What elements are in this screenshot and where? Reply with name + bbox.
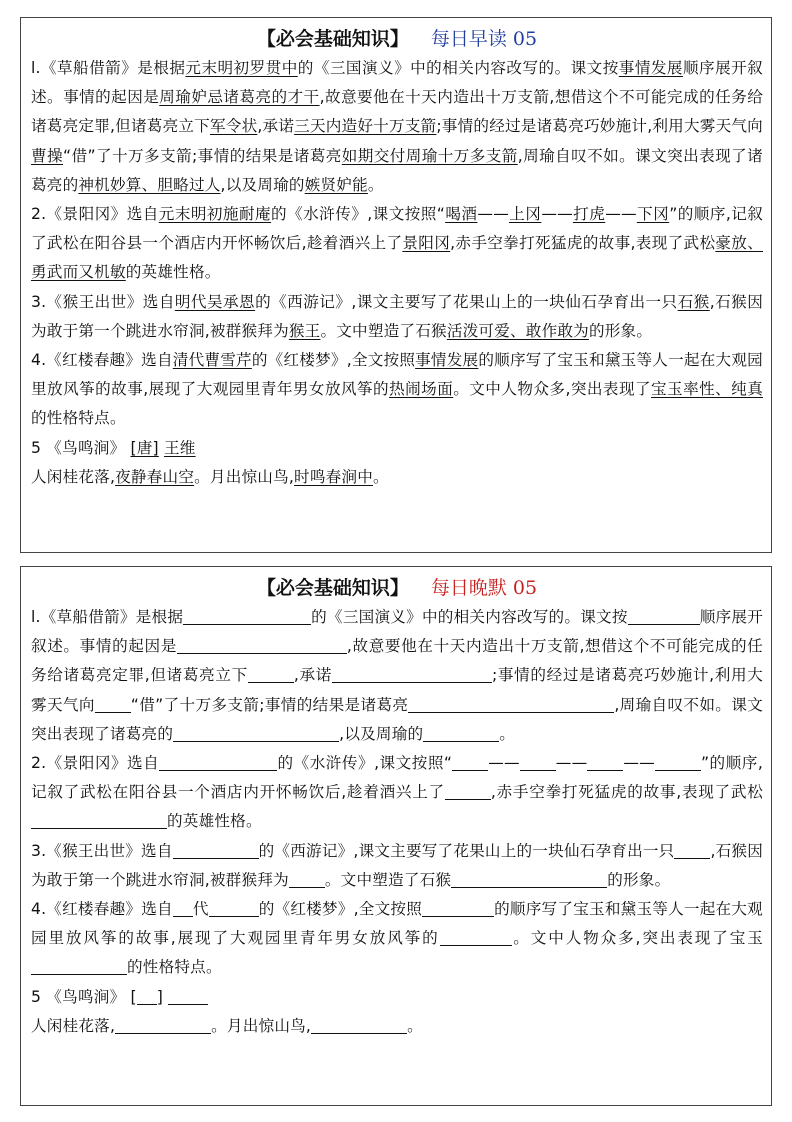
text: 的英雄性格。 — [125, 263, 221, 282]
text: 。月出惊山鸟, — [211, 1016, 312, 1035]
evening-title-sub: 每日晚默 05 — [430, 577, 538, 599]
evening-paragraph-1 — [31, 603, 763, 749]
text: ,以及周瑜的 — [220, 175, 305, 194]
fill-blank[interactable] — [571, 869, 607, 888]
morning-paragraph-3 — [31, 288, 763, 346]
poem-title: 《鸟鸣涧》 — [46, 987, 126, 1006]
text: ,石猴因为敢于第一个跳进水帘洞,被群猴拜为 — [31, 292, 763, 340]
text: 。 — [407, 1016, 423, 1035]
answer: 石猴 — [677, 292, 710, 311]
text: —— — [623, 754, 655, 773]
answer: 事情发展 — [618, 59, 683, 77]
fill-blank-dynasty[interactable] — [137, 986, 157, 1005]
text: 的性格特点。 — [31, 409, 126, 428]
answer: 军令状 — [209, 117, 258, 136]
text: 的《水浒传》,课文按照“ — [271, 205, 446, 224]
morning-reading-section — [20, 17, 772, 553]
text: 2.《景阳冈》选自 — [31, 205, 159, 224]
answer: 活泼可爱、敢作敢为 — [446, 321, 589, 340]
text: 的《红楼梦》,全文按照 — [258, 900, 423, 919]
text: —— — [555, 754, 588, 773]
fill-blank[interactable] — [628, 606, 684, 625]
text: 。月出惊山鸟, — [194, 467, 295, 486]
answer: 明代吴承恩 — [174, 292, 256, 311]
text: 3.《猴王出世》选自 — [31, 292, 175, 311]
answer: 景阳冈 — [402, 234, 451, 253]
text: ,故意要他在十天内造出十万支箭,想借这个不可能完成的任务给诸葛亮定罪,但诸葛亮立下 — [31, 637, 763, 685]
fill-blank[interactable] — [440, 927, 512, 946]
fill-blank[interactable] — [684, 606, 700, 625]
text: ;事情的经过是诸葛亮巧妙施计,利用大雾天气向 — [436, 117, 763, 136]
text: 的《西游记》,课文主要写了花果山上的一块仙石孕育出一只 — [255, 292, 678, 311]
text: ,故意要他在十天内造出十万支箭,想借这个不可能完成的任务给诸葛亮定罪,但诸葛亮立下 — [31, 88, 763, 136]
evening-paragraph-3 — [31, 837, 763, 895]
poem-dynasty: [唐] — [130, 438, 159, 457]
fill-blank[interactable] — [248, 664, 294, 683]
evening-title-heading: 【必会基础知识】 — [256, 577, 409, 599]
answer: 打虎 — [572, 205, 606, 224]
poem-number: 5 — [31, 987, 42, 1006]
evening-paragraph-4 — [31, 895, 763, 983]
evening-paragraph-2 — [31, 749, 763, 837]
answer: 事情发展 — [415, 351, 479, 370]
text: 。文中塑造了石猴 — [324, 870, 452, 889]
morning-paragraph-1 — [31, 54, 763, 200]
text: 人闲桂花落, — [31, 1016, 116, 1035]
answer: 宝玉率性、纯真 — [651, 380, 763, 399]
text: ,承诺 — [293, 666, 332, 685]
answer: 三天内造好十万支箭 — [294, 117, 437, 136]
fill-blank[interactable] — [173, 723, 339, 742]
fill-blank[interactable] — [408, 694, 614, 713]
answer: 如期交付周瑜十万多支箭 — [341, 146, 518, 165]
text: ”的顺序,记叙了武松在阳谷县一个酒店内开怀畅饮后,趁着酒兴上了 — [31, 754, 763, 802]
poem-number: 5 — [31, 438, 42, 457]
morning-paragraph-4 — [31, 346, 763, 434]
answer: 时鸣春涧中 — [294, 467, 374, 486]
answer: 嫉贤妒能 — [304, 175, 368, 194]
text: 的《红楼梦》,全文按照 — [251, 351, 416, 370]
fill-blank[interactable] — [311, 1015, 407, 1034]
answer: 下冈 — [636, 205, 670, 224]
answer: 热闹场面 — [389, 380, 454, 399]
morning-title-sub: 每日早读 05 — [430, 28, 538, 50]
fill-blank[interactable] — [95, 694, 131, 713]
text: “借”了十万多支箭;事情的结果是诸葛亮 — [130, 695, 409, 714]
text: 的《西游记》,课文主要写了花果山上的一块仙石孕育出一只 — [258, 841, 675, 860]
morning-poem-lines — [31, 463, 763, 492]
fill-blank[interactable] — [655, 752, 701, 771]
text: 2.《景阳冈》选自 — [31, 754, 160, 773]
evening-poem-title: 5 《鸟鸣涧》 [ ] — [31, 983, 763, 1012]
text: 。文中人物众多,突出表现了 — [453, 380, 652, 399]
answer: 神机妙算、胆略过人 — [78, 175, 221, 194]
fill-blank[interactable] — [173, 898, 193, 917]
text: 。 — [367, 175, 384, 194]
text: l.《草船借箭》是根据 — [31, 59, 186, 77]
fill-blank[interactable] — [520, 752, 556, 771]
text: ,赤手空拳打死猛虎的故事,表现了武松 — [490, 783, 763, 802]
text: l.《草船借箭》是根据 — [31, 608, 184, 626]
morning-poem-title — [31, 434, 763, 463]
fill-blank[interactable] — [177, 635, 347, 654]
answer: 清代曹雪芹 — [172, 351, 252, 370]
fill-blank[interactable] — [423, 723, 499, 742]
answer: 上冈 — [509, 205, 542, 224]
poem-title: 《鸟鸣涧》 — [46, 438, 126, 457]
text: ,以及周瑜的 — [339, 724, 424, 743]
text: 4.《红楼春趣》选自 — [31, 351, 173, 370]
text: 。文中人物众多,突出表现了宝玉 — [511, 929, 763, 948]
answer: 元末明初罗贯中 — [185, 59, 298, 77]
morning-title-heading: 【必会基础知识】 — [256, 28, 409, 50]
fill-blank[interactable] — [445, 781, 491, 800]
evening-title — [31, 573, 763, 603]
text: ,周瑜自叹不如。课文突出表现了诸葛亮的 — [31, 146, 763, 194]
text: ;事情的经过是诸葛亮巧妙施计,利用大雾天气向 — [31, 666, 763, 714]
fill-blank[interactable] — [209, 898, 259, 917]
text: 的《三国演义》中的相关内容改写的。课文按 — [297, 59, 619, 77]
text: 的《水浒传》,课文按照“ — [277, 754, 453, 773]
text: 的性格特点。 — [127, 958, 222, 977]
fill-blank[interactable] — [452, 752, 488, 771]
fill-blank[interactable] — [422, 898, 494, 917]
text: 。文中塑造了石猴 — [320, 321, 447, 340]
text: —— — [488, 754, 520, 773]
text: “借”了十万多支箭;事情的结果是诸葛亮 — [63, 146, 342, 165]
answer: 猴王 — [288, 321, 321, 340]
text: 代 — [192, 900, 209, 919]
fill-blank[interactable] — [31, 956, 127, 975]
poem-author: 王维 — [164, 438, 196, 457]
text: 人闲桂花落, — [31, 467, 116, 486]
answer: 曹操 — [31, 146, 64, 165]
answer: 元末明初施耐庵 — [158, 205, 272, 224]
fill-blank[interactable] — [289, 869, 325, 888]
text: ,承诺 — [257, 117, 295, 136]
evening-poem-lines — [31, 1012, 763, 1041]
text: 顺序展开叙述。事情的起因是 — [31, 59, 763, 107]
text: 。 — [373, 467, 389, 486]
text: 的形象。 — [588, 321, 653, 340]
text: ,周瑜自叹不如。课文突出表现了诸葛亮的 — [31, 695, 763, 743]
text: —— — [541, 205, 573, 224]
text: ”的顺序,记叙了武松在阳谷县一个酒店内开怀畅饮后,趁着酒兴上了 — [31, 205, 764, 253]
fill-blank[interactable] — [674, 840, 710, 859]
fill-blank[interactable] — [115, 1015, 211, 1034]
text: ,石猴因为敢于第一个跳进水帘洞,被群猴拜为 — [31, 841, 763, 889]
fill-blank[interactable] — [183, 606, 311, 625]
text: 4.《红楼春趣》选自 — [31, 900, 173, 919]
text: 的顺序写了宝玉和黛玉等人一起在大观园里放风筝的故事,展现了大观园里青年男女放风筝的 — [31, 900, 763, 948]
fill-blank-author[interactable] — [168, 986, 208, 1005]
text: 。 — [499, 724, 516, 743]
evening-dictation-section — [20, 566, 772, 1106]
text: 3.《猴王出世》选自 — [31, 841, 173, 860]
morning-title — [31, 24, 763, 54]
answer: 周瑜妒忌诸葛亮的才干 — [159, 88, 320, 107]
text: ,赤手空拳打死猛虎的故事,表现了武松 — [450, 234, 716, 253]
text: 的形象。 — [607, 870, 671, 889]
fill-blank[interactable] — [451, 869, 571, 888]
answer: 豪放、勇武而又机敏 — [31, 234, 764, 282]
fill-blank[interactable] — [159, 752, 277, 771]
text: 顺序展开叙述。事情的起因是 — [31, 608, 763, 656]
answer: 夜静春山空 — [115, 467, 195, 486]
answer: 喝酒 — [445, 205, 478, 224]
text: 的《三国演义》中的相关内容改写的。课文按 — [311, 608, 628, 626]
fill-blank[interactable] — [332, 664, 492, 683]
fill-blank[interactable] — [31, 810, 167, 829]
text: —— — [477, 205, 510, 224]
text: 的顺序写了宝玉和黛玉等人一起在大观园里放风筝的故事,展现了大观园里青年男女放风筝的 — [31, 351, 763, 399]
fill-blank[interactable] — [173, 840, 259, 859]
fill-blank[interactable] — [587, 752, 623, 771]
text: 的英雄性格。 — [167, 812, 262, 831]
morning-paragraph-2 — [31, 200, 763, 288]
text: —— — [605, 205, 637, 224]
